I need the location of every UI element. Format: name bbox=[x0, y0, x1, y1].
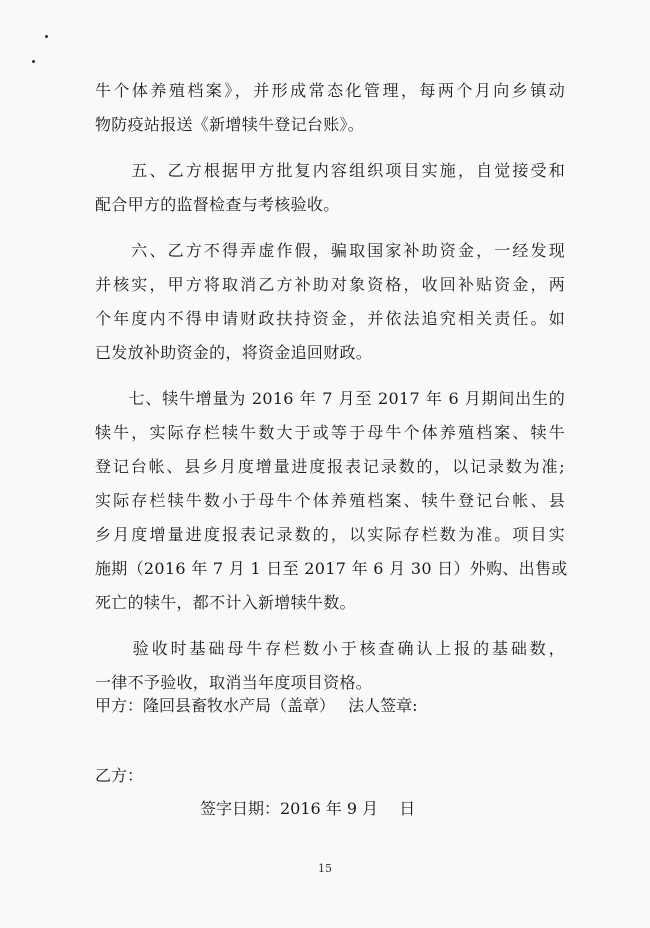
text-line: 已发放补助资金的，将资金追回财政。 bbox=[95, 343, 373, 362]
paragraph-gap bbox=[95, 222, 565, 234]
text-line: 死亡的犊牛，都不计入新增犊牛数。 bbox=[95, 593, 356, 612]
paragraph-gap bbox=[95, 142, 565, 154]
text-line: 验收时基础母牛存栏数小于核查确认上报的基础数， bbox=[95, 639, 565, 658]
text-line: 一律不予验收，取消当年度项目资格。 bbox=[95, 673, 373, 692]
text-line: 登记台帐、县乡月度增量进度报表记录数的，以记录数为准; bbox=[95, 457, 565, 476]
text-line: 六、乙方不得弄虚作假，骗取国家补助资金，一经发现 bbox=[95, 241, 565, 260]
text-line: 实际存栏犊牛数小于母牛个体养殖档案、犊牛登记台帐、县 bbox=[95, 491, 565, 510]
paragraph-gap bbox=[95, 370, 565, 382]
text-line: 乡月度增量进度报表记录数的，以实际存栏数为准。项目实 bbox=[95, 525, 565, 544]
party-a-signature-line: 甲方：隆回县畜牧水产局（盖章） 法人签章: bbox=[95, 696, 418, 715]
text-line: 并核实，甲方将取消乙方补助对象资格，收回补贴资金，两 bbox=[95, 275, 565, 294]
scan-speck bbox=[45, 35, 48, 38]
paragraph-gap bbox=[95, 620, 565, 632]
text-line: 七、犊牛增量为 2016 年 7 月至 2017 年 6 月期间出生的 bbox=[95, 389, 565, 408]
text-line: 个年度内不得申请财政扶持资金，并依法追究相关责任。如 bbox=[95, 309, 565, 328]
text-line: 犊牛，实际存栏犊牛数大于或等于母牛个体养殖档案、犊牛 bbox=[95, 423, 565, 442]
text-line: 施期（2016 年 7 月 1 日至 2017 年 6 月 30 日）外购、出售或 bbox=[95, 559, 568, 578]
signing-date: 签字日期：2016 年 9 月 日 bbox=[200, 799, 416, 818]
party-b-signature-line: 乙方： bbox=[95, 766, 144, 785]
text-line: 牛个体养殖档案》，并形成常态化管理，每两个月向乡镇动 bbox=[95, 81, 565, 100]
text-line: 物防疫站报送《新增犊牛登记台账》。 bbox=[95, 115, 365, 134]
scan-speck bbox=[32, 60, 35, 63]
page-number: 15 bbox=[318, 862, 332, 875]
contract-clauses bbox=[95, 74, 568, 700]
text-line: 五、乙方根据甲方批复内容组织项目实施，自觉接受和 bbox=[95, 161, 565, 180]
text-line: 配合甲方的监督检查与考核验收。 bbox=[95, 195, 340, 214]
